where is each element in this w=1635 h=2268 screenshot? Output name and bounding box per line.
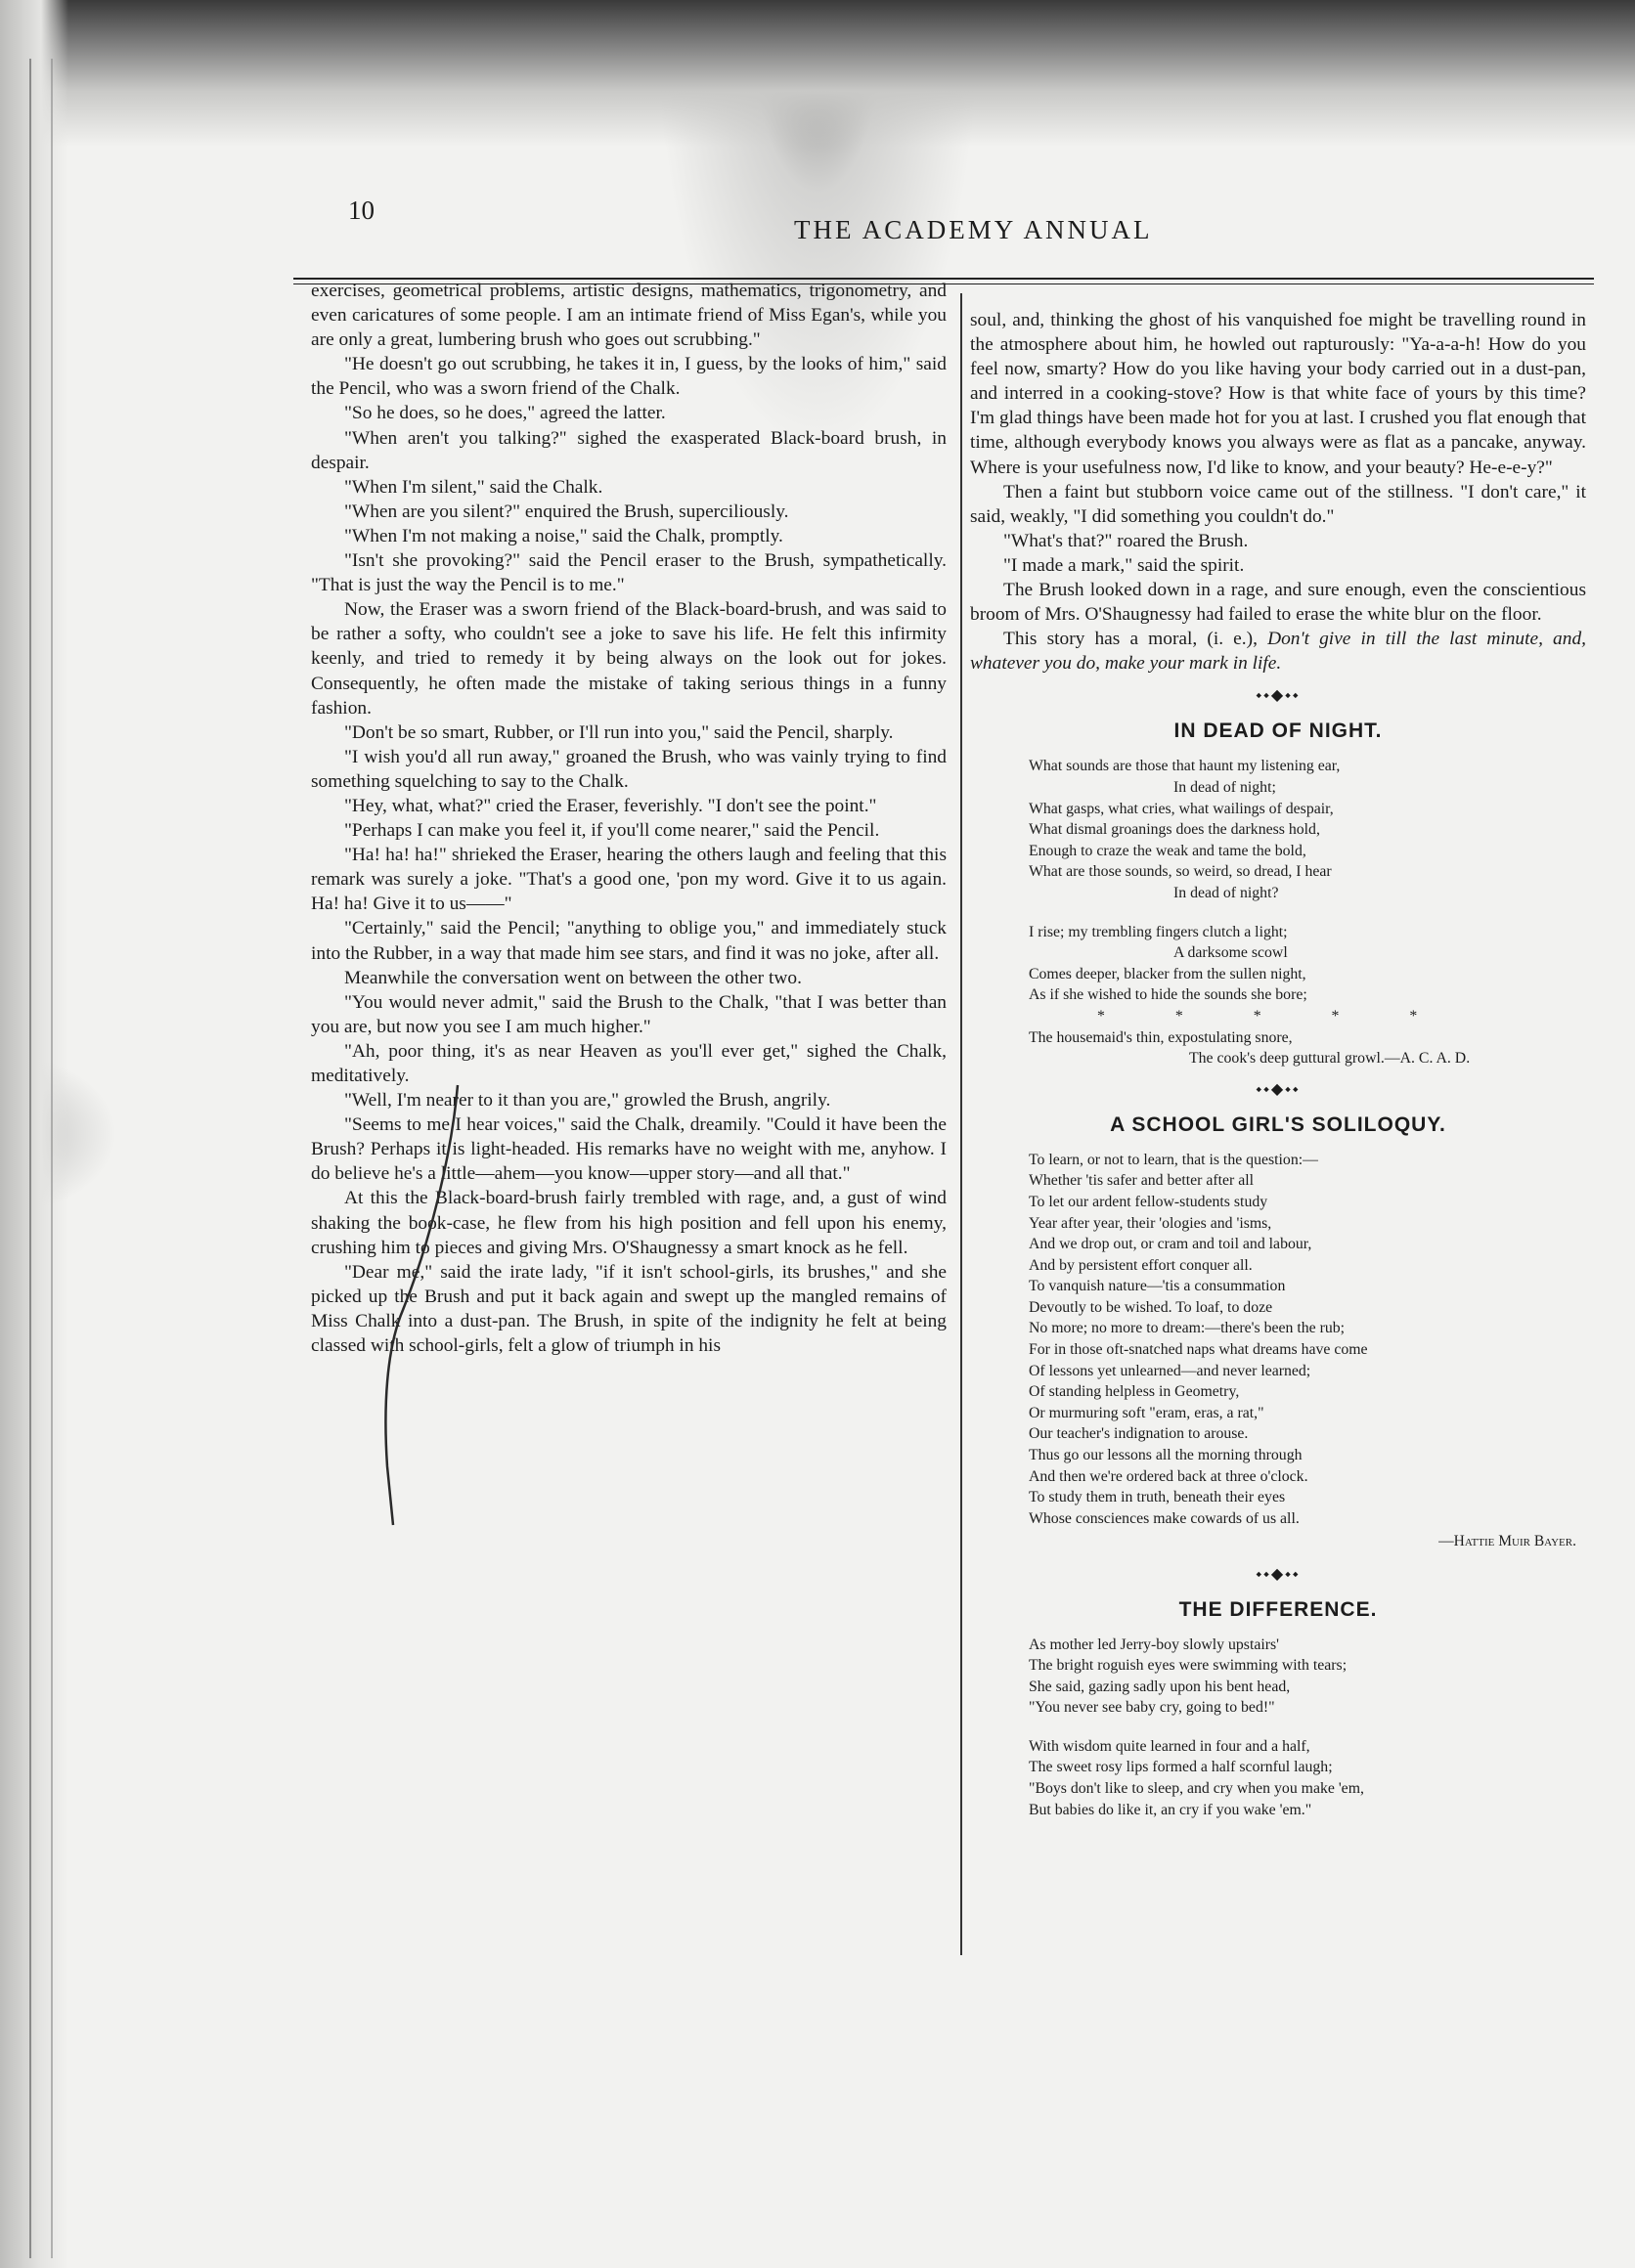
poem-line: Our teacher's indignation to arouse. xyxy=(1029,1425,1249,1443)
section-ornament: ⬩⬩◆⬩⬩ xyxy=(1256,1565,1301,1583)
poem-line: In dead of night; xyxy=(1173,779,1276,796)
paragraph: Now, the Eraser was a sworn friend of the Black-board-brush, and was said to be rather a softy, who couldn't see a joke to save his life. He felt this infirmity keenly, and tried to remedy it by being always on the look out for jokes. Consequently, he often made the mistake of taking serious things in a funny fashion. xyxy=(311,599,947,719)
poem-line: Whose consciences make cowards of us all. xyxy=(1029,1509,1300,1527)
poem-line: To learn, or not to learn, that is the question:— xyxy=(1029,1151,1318,1168)
paragraph: "Ah, poor thing, it's as near Heaven as you'll ever get," sighed the Chalk, meditatively. xyxy=(311,1040,947,1086)
poem-line: Devoutly to be wished. To loaf, to doze xyxy=(1029,1298,1273,1316)
paragraph: exercises, geometrical problems, artistic designs, mathematics, trigonometry, and even caricatures of some people. I am an intimate friend of Miss Egan's, while you are only a great, lumbering brush who goes out scrubbing." xyxy=(311,281,947,351)
paragraph: "Ha! ha! ha!" shrieked the Eraser, hearing the others laugh and feeling that this remark was surely a joke. "That's a good one, 'pon my word. Give it to us again. Ha! ha! Give it to us——" xyxy=(311,845,947,915)
paragraph: "I wish you'd all run away," groaned the Brush, who was vainly trying to find something squelching to say to the Chalk. xyxy=(311,746,947,792)
poem-line-text: The cook's deep guttural growl. xyxy=(1189,1050,1385,1068)
paragraph: "Hey, what, what?" cried the Eraser, feverishly. "I don't see the point." xyxy=(344,795,877,816)
paragraph: "Perhaps I can make you feel it, if you'll come nearer," said the Pencil. xyxy=(344,820,880,842)
poem-line: And we drop out, or cram and toil and labour, xyxy=(1029,1236,1312,1253)
running-head: THE ACADEMY ANNUAL xyxy=(794,215,1153,244)
poem-title: A SCHOOL GIRL'S SOLILOQUY. xyxy=(1110,1112,1446,1136)
poem-line: Thus go our lessons all the morning through xyxy=(1029,1447,1303,1464)
poem-line: "Boys don't like to sleep, and cry when you make 'em, xyxy=(1029,1780,1364,1798)
poem-line: What dismal groanings does the darkness hold, xyxy=(1029,821,1320,839)
poem-line: For in those oft-snatched naps what dreams have come xyxy=(1029,1341,1368,1359)
paragraph: "Certainly," said the Pencil; "anything to oblige you," and immediately stuck into the Rubber, in a way that made him see stars, and find it was no joke, after all. xyxy=(311,918,947,964)
paragraph: "Isn't she provoking?" said the Pencil eraser to the Brush, sympathetically. "That is just the way the Pencil is to me." xyxy=(311,550,947,596)
poem-line: And by persistent effort conquer all. xyxy=(1029,1256,1253,1274)
poem-line: Whether 'tis safer and better after all xyxy=(1029,1172,1255,1190)
paragraph: Meanwhile the conversation went on between the other two. xyxy=(344,967,802,988)
poem-line: "You never see baby cry, going to bed!" xyxy=(1029,1699,1275,1717)
poem-line: The bright roguish eyes were swimming with tears; xyxy=(1029,1657,1348,1675)
paragraph: "Well, I'm nearer to it than you are," growled the Brush, angrily. xyxy=(344,1090,831,1112)
poem-line: No more; no more to dream:—there's been the rub; xyxy=(1029,1320,1346,1337)
section-ornament: ⬩⬩◆⬩⬩ xyxy=(1256,1080,1301,1098)
section-ornament: ⬩⬩◆⬩⬩ xyxy=(1256,687,1301,705)
poem-line: In dead of night? xyxy=(1173,884,1279,901)
poem-line: What gasps, what cries, what wailings of despair, xyxy=(1029,800,1334,817)
paragraph: "What's that?" roared the Brush. xyxy=(1003,530,1249,551)
poem-attribution: —Hattie Muir Bayer. xyxy=(1438,1533,1576,1550)
poem-line: To let our ardent fellow-students study xyxy=(1029,1193,1268,1210)
paragraph: soul, and, thinking the ghost of his vanquished foe might be travelling round in the atmosphere about him, he howled out rapturously: "Ya-a-a-h! How do you feel now, smarty? How do you like having your body carried out in a dust-pan, and interred in a cooking-stove? How is that white face of yours by this time? I'm glad things have been made hot for you at last. I crushed you flat enough that time, although everybody knows you always were as flat as a pancake, anyway. Where is your usefulness now, I'd like to know, and your beauty? He-e-e-y?" xyxy=(970,310,1586,478)
poem-line: She said, gazing sadly upon his bent head, xyxy=(1029,1678,1291,1695)
poem-line: As mother led Jerry-boy slowly upstairs' xyxy=(1029,1636,1279,1653)
paragraph: "When aren't you talking?" sighed the exasperated Black-board brush, in despair. xyxy=(311,427,947,473)
poem-line: Year after year, their 'ologies and 'isms, xyxy=(1029,1214,1272,1232)
poem-line: To study them in truth, beneath their eyes xyxy=(1029,1489,1286,1506)
moral-prefix: This story has a moral, (i. e.), xyxy=(1003,629,1258,650)
poem-line: What are those sounds, so weird, so dread, I hear xyxy=(1029,863,1332,881)
pencil-stroke xyxy=(385,1085,458,1525)
paragraph: "Seems to me I hear voices," said the Chalk, dreamily. "Could it have been the Brush? Perhaps it is light-headed. His remarks have no weight with me, anyhow. I do believe he's a little—ahem—you know—upper story—and all that." xyxy=(311,1114,947,1185)
poem-title: IN DEAD OF NIGHT. xyxy=(1173,720,1383,743)
paragraph: The Brush looked down in a rage, and sure enough, even the conscientious broom of Mrs. O'Shaugnessy had failed to erase the white blur on the floor. xyxy=(970,580,1586,626)
page-number: 10 xyxy=(348,196,375,225)
paragraph: "Dear me," said the irate lady, "if it isn't school-girls, its brushes," and she picked up the Brush and put it back again and swept up the mangled remains of Miss Chalk into a dust-pan. The Brush, in spite of the indignity he felt at being classed with school-girls, felt a glow of triumph in his xyxy=(311,1261,947,1357)
poem-line: As if she wished to hide the sounds she bore; xyxy=(1029,986,1307,1004)
poem-line: The sweet rosy lips formed a half scornful laugh; xyxy=(1029,1759,1333,1776)
poem-line: Comes deeper, blacker from the sullen night, xyxy=(1029,965,1306,982)
poem-line: What sounds are those that haunt my listening ear, xyxy=(1029,758,1341,775)
poem-attribution: —A. C. A. D. xyxy=(1384,1050,1471,1068)
poem-line: I rise; my trembling fingers clutch a light; xyxy=(1029,923,1288,940)
poem-line: Of lessons yet unlearned—and never learned; xyxy=(1029,1362,1311,1379)
poem-line: Of standing helpless in Geometry, xyxy=(1029,1383,1240,1401)
poem-line: Or murmuring soft "eram, eras, a rat," xyxy=(1029,1404,1264,1421)
paragraph: Then a faint but stubborn voice came out of the stillness. "I don't care," it said, weakly, "I did something you couldn't do." xyxy=(970,481,1586,527)
paragraph: "When I'm silent," said the Chalk. xyxy=(344,476,603,498)
poem-line: And then we're ordered back at three o'clock. xyxy=(1029,1467,1308,1485)
paragraph: "Don't be so smart, Rubber, or I'll run into you," said the Pencil, sharply. xyxy=(344,721,894,743)
paragraph: At this the Black-board-brush fairly trembled with rage, and, a gust of wind shaking the book-case, he flew from his high position and fell upon his enemy, crushing him to pieces and giving Mrs. O'Shaugnessy a smart knock as he fell. xyxy=(311,1188,947,1258)
poem-line: To vanquish nature—'tis a consummation xyxy=(1029,1278,1286,1295)
moral-text: Don't give in till the last minute, and, whatever you do, make your mark in life. xyxy=(970,629,1586,675)
paragraph: "I made a mark," said the spirit. xyxy=(1003,554,1245,576)
paragraph: "You would never admit," said the Brush to the Chalk, "that I was better than you are, but now you see I am much higher." xyxy=(311,991,947,1037)
poem-title: THE DIFFERENCE. xyxy=(1178,1597,1378,1621)
poem-line: With wisdom quite learned in four and a half, xyxy=(1029,1737,1310,1755)
poem-line: The housemaid's thin, expostulating snore, xyxy=(1029,1028,1293,1046)
poem-ellipsis: * * * * * xyxy=(1097,1007,1451,1025)
paragraph: "When are you silent?" enquired the Brush, superciliously. xyxy=(344,501,789,522)
poem-line: Enough to craze the weak and tame the bold, xyxy=(1029,842,1306,859)
paragraph: "So he does, so he does," agreed the latter. xyxy=(344,403,666,424)
poem-line: But babies do like it, an cry if you wake 'em." xyxy=(1029,1801,1312,1818)
paragraph: "He doesn't go out scrubbing, he takes it in, I guess, by the looks of him," said the Pencil, who was a sworn friend of the Chalk. xyxy=(311,354,947,400)
paragraph: "When I'm not making a noise," said the Chalk, promptly. xyxy=(344,525,783,546)
poem-line: A darksome scowl xyxy=(1173,944,1288,962)
